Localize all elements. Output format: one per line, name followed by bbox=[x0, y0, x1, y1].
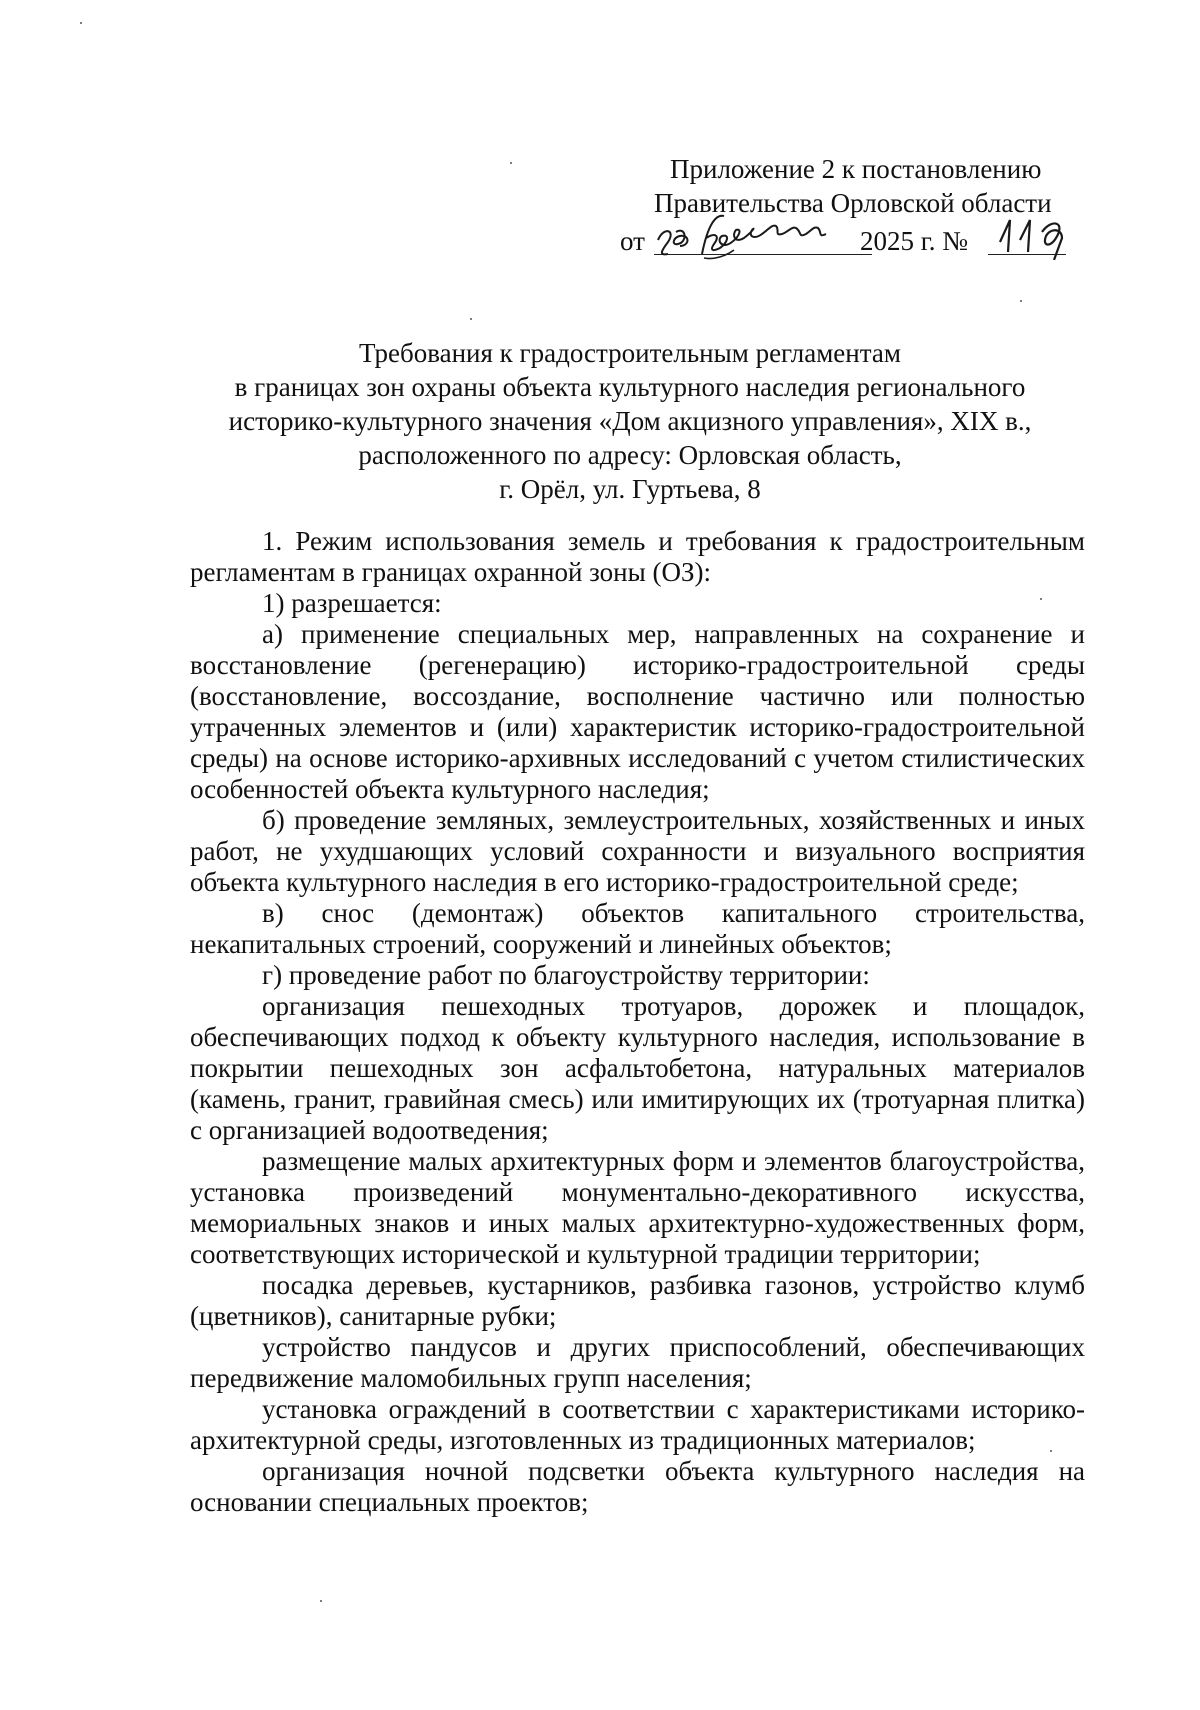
title-line-2: в границах зон охраны объекта культурного наследия регионального bbox=[234, 372, 1026, 402]
scan-speck bbox=[1040, 598, 1042, 600]
paragraph-7: организация пешеходных тротуаров, дорожек и площадок, обеспечивающих подход к объекту культурного наследия, использование в покрытии пешеходных зон асфальтобетона, натуральных материалов (камень, гранит, гравийная смесь) или имитирующих их (тротуарная плитка) с организацией водоотведения; bbox=[190, 991, 1085, 1145]
scan-speck bbox=[1050, 1450, 1052, 1452]
document-body bbox=[190, 526, 1085, 1518]
from-label: от bbox=[620, 226, 645, 256]
paragraph-11: установка ограждений в соответствии с характеристиками историко-архитектурной среды, изготовленных из традиционных материалов; bbox=[190, 1394, 1085, 1455]
scan-speck bbox=[80, 22, 82, 24]
paragraph-8: размещение малых архитектурных форм и элементов благоустройства, установка произведений монументально-декоративного искусства, мемориальных знаков и иных малых архитектурно-художественных форм, соответствующих исторической и культурной традиции территории; bbox=[190, 1146, 1085, 1269]
title-line-5: г. Орёл, ул. Гуртьева, 8 bbox=[499, 474, 761, 504]
annex-date-line bbox=[590, 220, 1090, 260]
title-line-3: историко-культурного значения «Дом акцизного управления», XIX в., bbox=[228, 406, 1032, 436]
year-label: 2025 г. № bbox=[860, 226, 969, 256]
paragraph-2: 1) разрешается: bbox=[262, 588, 442, 618]
scan-speck bbox=[1020, 300, 1022, 302]
annex-header bbox=[590, 152, 1090, 260]
paragraph-3: а) применение специальных мер, направленных на сохранение и восстановление (регенерацию) историко-градостроительной среды (восстановление, воссоздание, восполнение частично или полностью утраченных элементов и (или) характеристик историко-градостроительной среды) на основе историко-архивных исследований с учетом стилистических особенностей объекта культурного наследия; bbox=[190, 619, 1085, 804]
annex-line-2: Правительства Орловской области bbox=[654, 188, 1052, 218]
paragraph-6: г) проведение работ по благоустройству территории: bbox=[262, 960, 870, 990]
paragraph-12: организация ночной подсветки объекта культурного наследия на основании специальных проектов; bbox=[190, 1456, 1085, 1517]
paragraph-4: б) проведение земляных, землеустроительных, хозяйственных и иных работ, не ухудшающих условий сохранности и визуального восприятия объекта культурного наследия в его историко-градостроительной среде; bbox=[190, 805, 1085, 897]
scan-speck bbox=[320, 1600, 322, 1602]
title-line-4: расположенного по адресу: Орловская область, bbox=[358, 440, 902, 470]
document-title bbox=[180, 336, 1080, 506]
paragraph-5: в) снос (демонтаж) объектов капитального строительства, некапитальных строений, сооружений и линейных объектов; bbox=[190, 898, 1085, 959]
handwritten-number bbox=[994, 212, 1074, 260]
scan-speck bbox=[470, 318, 472, 320]
paragraph-9: посадка деревьев, кустарников, разбивка газонов, устройство клумб (цветников), санитарные рубки; bbox=[190, 1270, 1085, 1331]
handwritten-date bbox=[650, 210, 880, 266]
annex-line-1: Приложение 2 к постановлению bbox=[670, 154, 1042, 184]
paragraph-10: устройство пандусов и других приспособлений, обеспечивающих передвижение маломобильных групп населения; bbox=[190, 1332, 1085, 1393]
scan-speck bbox=[510, 162, 512, 164]
paragraph-1: 1. Режим использования земель и требования к градостроительным регламентам в границах охранной зоны (ОЗ): bbox=[190, 526, 1085, 587]
title-line-1: Требования к градостроительным регламентам bbox=[359, 338, 901, 368]
